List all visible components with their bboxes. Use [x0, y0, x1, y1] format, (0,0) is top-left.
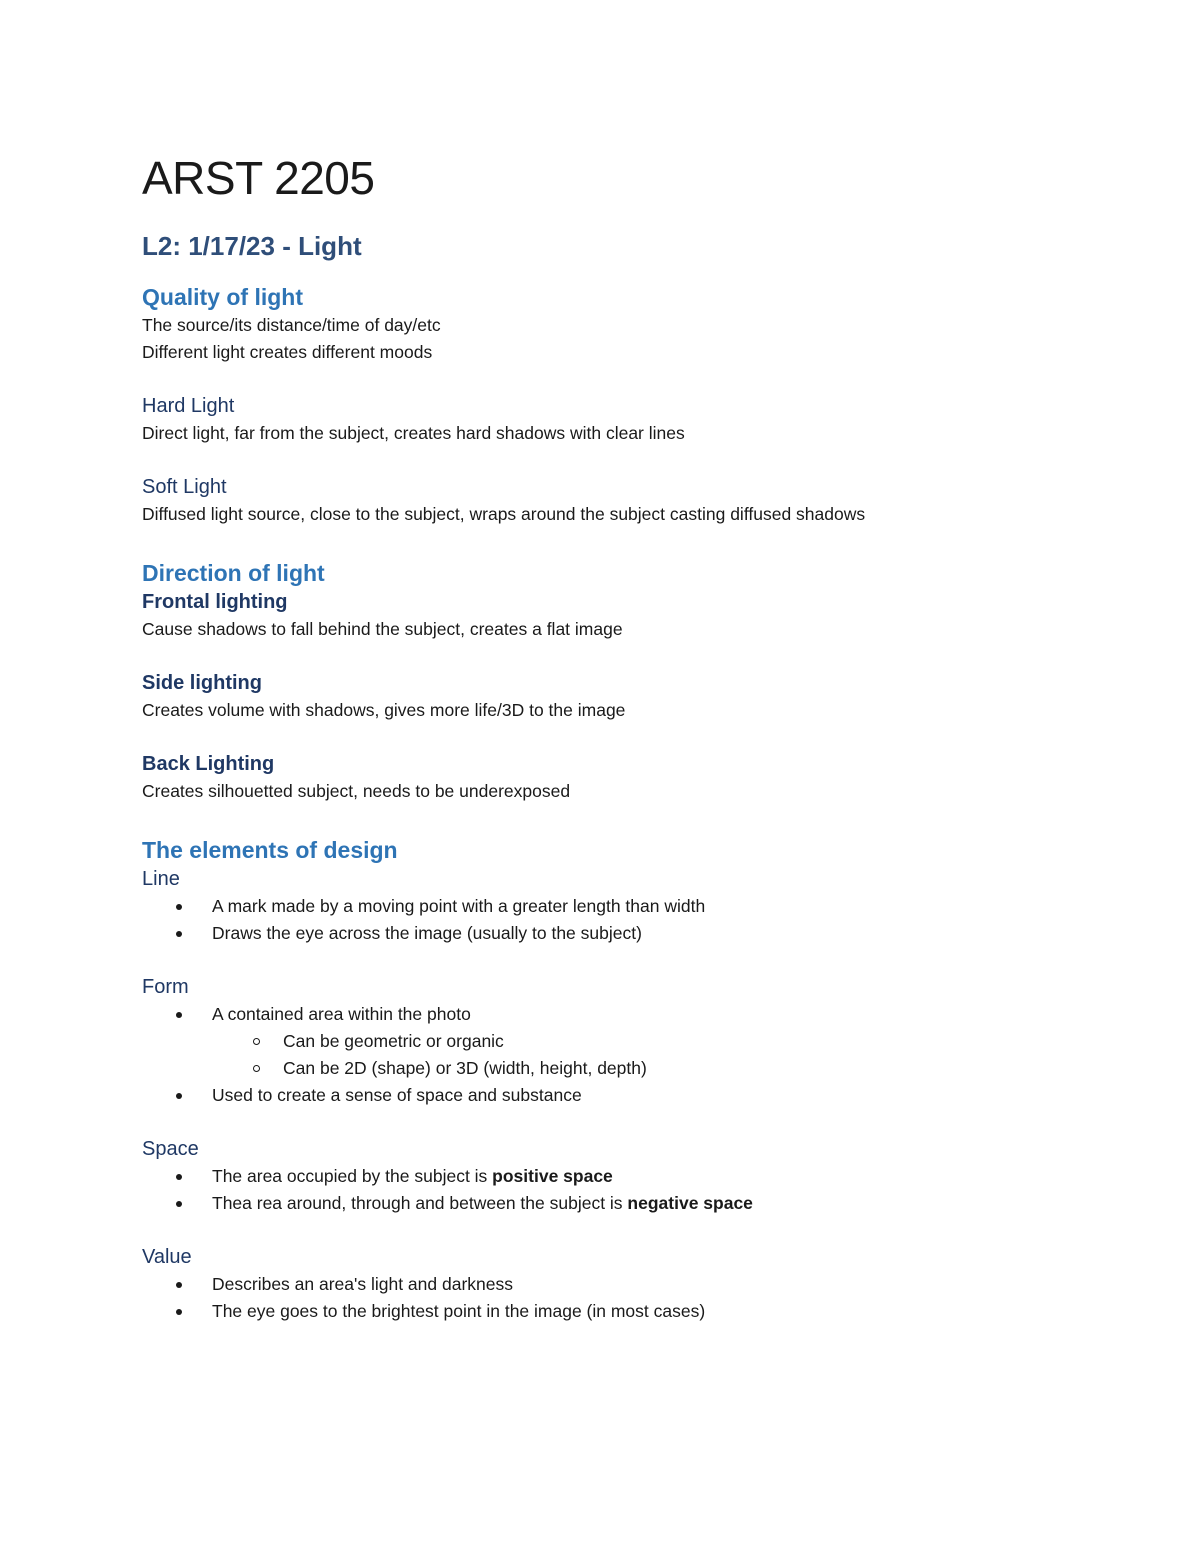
heading-value: Value: [142, 1246, 192, 1268]
spacer: [142, 366, 1102, 392]
body-line: Direct light, far from the subject, creates hard shadows with clear lines: [142, 423, 685, 443]
bullet-icon: [176, 1174, 182, 1180]
list-item: [142, 1190, 1102, 1217]
list-item-text: A contained area within the photo: [212, 1004, 471, 1024]
document-body: [142, 150, 1102, 1325]
heading-back-lighting: Back Lighting: [142, 753, 275, 775]
sub-list-item: [142, 1055, 1102, 1082]
list-item-text: Draws the eye across the image (usually to the subject): [212, 923, 642, 943]
bullet-icon: [176, 1201, 182, 1207]
circle-bullet-icon: [253, 1038, 260, 1045]
heading-elements-of-design: The elements of design: [142, 837, 398, 863]
body-line: Different light creates different moods: [142, 342, 433, 362]
line-bullet-list: [142, 893, 1102, 947]
body-line: Creates silhouetted subject, needs to be underexposed: [142, 781, 571, 801]
spacer: [142, 947, 1102, 973]
spacer: [142, 1109, 1102, 1135]
form-bullet-list: [142, 1001, 1102, 1028]
circle-bullet-icon: [253, 1065, 260, 1072]
body-line: Creates volume with shadows, gives more life/3D to the image: [142, 700, 626, 720]
list-item-text: Used to create a sense of space and substance: [212, 1085, 582, 1105]
bullet-icon: [176, 1309, 182, 1315]
negative-space-term: negative space: [627, 1193, 753, 1213]
list-item: [142, 893, 1102, 920]
spacer: [142, 528, 1102, 558]
list-item-text: Describes an area's light and darkness: [212, 1274, 514, 1294]
heading-side-lighting: Side lighting: [142, 672, 262, 694]
list-item: [142, 1082, 1102, 1109]
list-item-text: Can be geometric or organic: [283, 1031, 504, 1051]
form-bullet-list-2: [142, 1082, 1102, 1109]
heading-direction-of-light: Direction of light: [142, 560, 325, 586]
list-item: [142, 1298, 1102, 1325]
list-item-text: The eye goes to the brightest point in the image (in most cases): [212, 1301, 706, 1321]
spacer: [142, 724, 1102, 750]
bullet-icon: [176, 1282, 182, 1288]
list-item-text: Can be 2D (shape) or 3D (width, height, depth): [283, 1058, 647, 1078]
heading-space: Space: [142, 1138, 199, 1160]
spacer: [142, 643, 1102, 669]
heading-soft-light: Soft Light: [142, 476, 227, 498]
heading-line: Line: [142, 868, 180, 890]
heading-quality-of-light: Quality of light: [142, 284, 303, 310]
list-item-text: The area occupied by the subject is: [212, 1166, 493, 1186]
form-sub-list: [142, 1028, 1102, 1082]
list-item: [142, 920, 1102, 947]
value-bullet-list: [142, 1271, 1102, 1325]
heading-form: Form: [142, 976, 189, 998]
bullet-icon: [176, 1093, 182, 1099]
bullet-icon: [176, 931, 182, 937]
list-item: [142, 1163, 1102, 1190]
space-bullet-list: [142, 1163, 1102, 1217]
heading-frontal-lighting: Frontal lighting: [142, 591, 288, 613]
document-title: ARST 2205: [142, 152, 375, 204]
spacer: [142, 447, 1102, 473]
list-item: [142, 1271, 1102, 1298]
list-item: [142, 1001, 1102, 1028]
heading-hard-light: Hard Light: [142, 395, 235, 417]
body-line: The source/its distance/time of day/etc: [142, 315, 441, 335]
body-line: Cause shadows to fall behind the subject, creates a flat image: [142, 619, 623, 639]
spacer: [142, 1217, 1102, 1243]
positive-space-term: positive space: [492, 1166, 613, 1186]
spacer: [142, 805, 1102, 835]
list-item-text: Thea rea around, through and between the subject is: [212, 1193, 628, 1213]
sub-list-item: [142, 1028, 1102, 1055]
list-item-text: A mark made by a moving point with a greater length than width: [212, 896, 706, 916]
lecture-title: L2: 1/17/23 - Light: [142, 231, 362, 261]
bullet-icon: [176, 904, 182, 910]
bullet-icon: [176, 1012, 182, 1018]
body-line: Diffused light source, close to the subject, wraps around the subject casting diffused shadows: [142, 504, 866, 524]
